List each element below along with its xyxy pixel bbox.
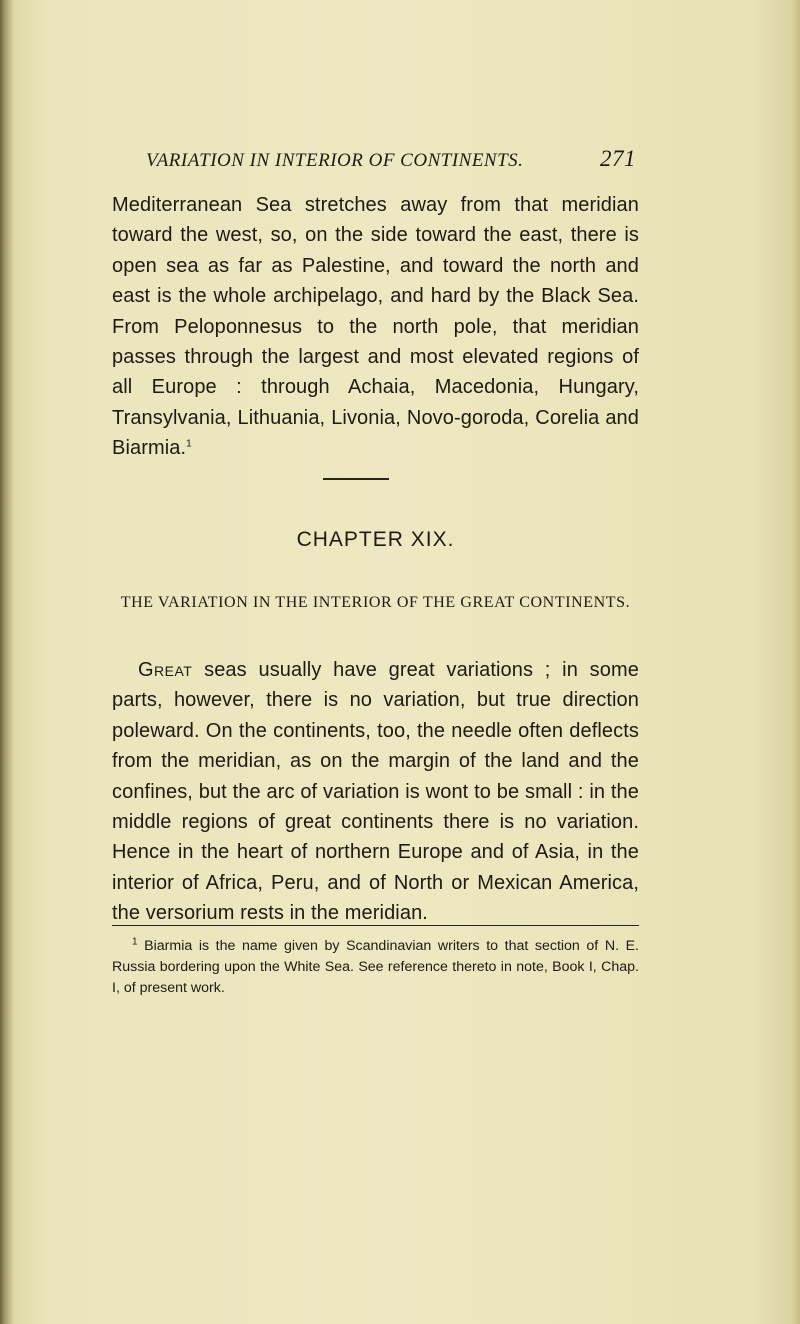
binding-gutter-shadow xyxy=(0,0,14,1324)
chapter-subtitle: THE VARIATION IN THE INTERIOR OF THE GREAT CONTINENTS. xyxy=(120,594,631,611)
paragraph-text: Mediterranean Sea stretches away from that meridian toward the west, so, on the side toward the east, there is open sea as far as Palestine, and toward the north and east is the whole archipelago, and hard by the Black Sea. From Peloponnesus to the north pole, that meridian passes through the largest and most elevated regions of all Europe : through Achaia, Macedonia, Hungary, Transylvania, Lithuania, Livonia, Novo-goroda, Corelia and Biarmia. xyxy=(112,194,639,460)
footnote-rule xyxy=(112,925,639,926)
lead-word: Great xyxy=(138,659,193,681)
page-number: 271 xyxy=(600,146,636,171)
footnote xyxy=(112,936,639,999)
section-divider xyxy=(323,478,389,480)
paragraph-text: seas usually have great variations ; in some parts, however, there is no variation, but true direction poleward. On the continents, too, the needle often deflects from the meridian, as on the margin of the land and the confines, but the arc of variation is wont to be small : in the middle regions of great continents there is no variation. Hence in the heart of northern Europe and of Asia, in the interior of Africa, Peru, and of North or Mexican America, the versorium rests in the meridian. xyxy=(112,659,639,925)
running-title: VARIATION IN INTERIOR OF CONTINENTS. xyxy=(146,150,524,171)
chapter-paragraph xyxy=(112,655,639,929)
footnote-reference: 1 xyxy=(186,438,192,450)
chapter-heading: CHAPTER XIX. xyxy=(296,528,455,551)
running-header xyxy=(146,146,646,176)
footnote-text: Biarmia is the name given by Scandinavian writers to that section of N. E. Russia bordering upon the White Sea. See reference thereto in note, Book I, Chap. I, of present work. xyxy=(112,938,639,996)
footnote-marker: 1 xyxy=(132,936,138,948)
page-edge xyxy=(792,0,800,1324)
continuation-paragraph xyxy=(112,190,639,464)
